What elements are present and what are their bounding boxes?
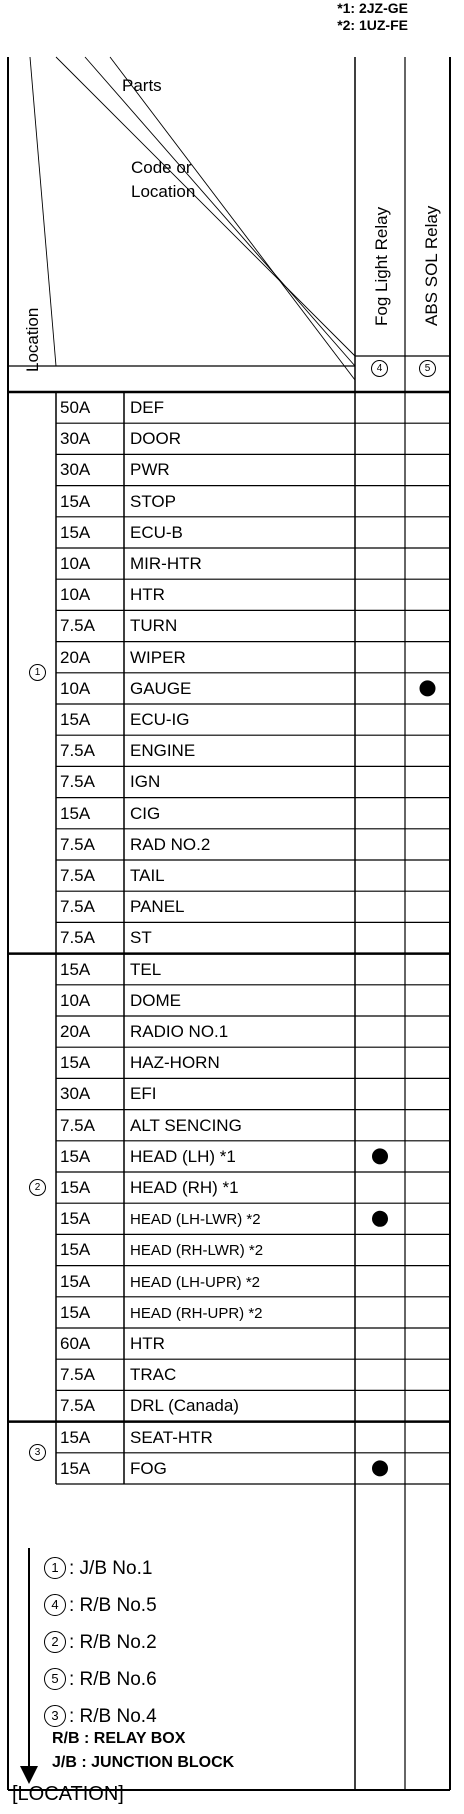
fuse-amperage: 7.5A	[60, 741, 95, 761]
fuse-amperage: 15A	[60, 1053, 91, 1073]
fuse-name: SEAT-HTR	[130, 1427, 213, 1447]
fuse-name: DRL (Canada)	[130, 1396, 239, 1416]
header-code-line1: Code or	[131, 158, 192, 177]
fuse-name: ENGINE	[130, 741, 196, 761]
fuse-name: FOG	[130, 1458, 167, 1478]
fuse-name: HEAD (LH-UPR) *2	[130, 1273, 261, 1291]
column-ref-2: 5	[419, 360, 436, 377]
fuse-amperage: 7.5A	[60, 1115, 95, 1135]
legend-text: : R/B No.5	[69, 1595, 157, 1616]
header-parts: Parts	[122, 76, 162, 95]
fuse-amperage: 30A	[60, 460, 91, 480]
fuse-amperage: 7.5A	[60, 834, 95, 854]
abbreviation-relay-box: R/B : RELAY BOX	[52, 1730, 186, 1747]
fuse-name: HAZ-HORN	[130, 1053, 220, 1073]
fuse-name: TAIL	[130, 866, 165, 885]
fuse-amperage: 10A	[60, 990, 91, 1010]
legend-ref: 5	[44, 1668, 66, 1690]
fuse-amperage: 7.5A	[60, 1365, 95, 1385]
fuse-amperage: 15A	[60, 710, 91, 729]
fuse-name: HTR	[130, 585, 165, 605]
fuse-amperage: 10A	[60, 585, 91, 605]
fuse-amperage: 10A	[60, 678, 91, 698]
fuse-amperage: 60A	[60, 1334, 91, 1353]
fuse-amperage: 15A	[60, 1302, 91, 1322]
fuse-name: HEAD (RH-UPR) *2	[130, 1304, 263, 1322]
fuse-amperage: 7.5A	[60, 1396, 95, 1416]
fuse-amperage: 20A	[60, 1022, 91, 1041]
fuse-name: DOOR	[130, 429, 181, 449]
down-arrow-icon	[14, 1548, 44, 1798]
fuse-name: HEAD (RH) *1	[130, 1178, 239, 1197]
abbreviation-junction-block: J/B : JUNCTION BLOCK	[52, 1754, 235, 1771]
footnote-1: *1: 2JZ-GE	[337, 0, 408, 16]
header-code-line2: Location	[131, 182, 196, 201]
fuse-amperage: 7.5A	[60, 928, 95, 948]
fuse-amperage: 7.5A	[60, 616, 95, 636]
location-group-3: 3	[29, 1444, 46, 1461]
fuse-amperage: 30A	[60, 1084, 91, 1104]
location-group-2: 2	[29, 1179, 46, 1196]
fuse-amperage: 15A	[60, 803, 91, 823]
fuse-amperage: 15A	[60, 959, 91, 979]
fuse-name: ECU-B	[130, 522, 183, 542]
fuse-amperage: 15A	[60, 522, 91, 542]
legend-text: : R/B No.4	[69, 1706, 157, 1727]
fuse-amperage: 15A	[60, 1427, 91, 1447]
legend-text: : J/B No.1	[69, 1558, 153, 1579]
location-group-1: 1	[29, 664, 46, 681]
fuse-name: TEL	[130, 959, 162, 979]
fuse-amperage: 15A	[60, 1146, 91, 1166]
legend-item	[44, 1631, 157, 1654]
legend-text: : R/B No.2	[69, 1632, 157, 1653]
fuse-name: STOP	[130, 491, 176, 511]
fuse-amperage: 7.5A	[60, 897, 95, 917]
fuse-amperage: 20A	[60, 647, 91, 667]
footnote-2: *2: 1UZ-FE	[337, 17, 408, 33]
fuse-amperage: 15A	[60, 1240, 91, 1260]
location-footer: [LOCATION]	[12, 1783, 124, 1805]
relay-mark-dot	[372, 1460, 388, 1476]
relay-mark-dot	[420, 680, 436, 696]
legend-ref: 4	[44, 1594, 66, 1616]
legend-item	[44, 1668, 157, 1691]
fuse-name: HTR	[130, 1334, 165, 1353]
fuse-name: CIG	[130, 803, 161, 823]
fuse-name: ECU-IG	[130, 710, 190, 729]
relay-mark-dot	[372, 1211, 388, 1227]
fuse-name: GAUGE	[130, 678, 192, 698]
fuse-name: PANEL	[130, 897, 185, 917]
fuse-amperage: 10A	[60, 554, 91, 573]
column-header-2: ABS SOL Relay	[422, 205, 441, 326]
fuse-amperage: 15A	[60, 1458, 91, 1478]
fuse-amperage: 15A	[60, 491, 91, 511]
legend-item	[44, 1594, 157, 1617]
fuse-amperage: 15A	[60, 1271, 91, 1291]
fuse-name: HEAD (RH-LWR) *2	[130, 1242, 264, 1260]
header-location: Location	[23, 307, 42, 372]
fuse-name: MIR-HTR	[130, 554, 202, 573]
legend-item	[44, 1705, 157, 1728]
fuse-name: ST	[130, 928, 152, 948]
column-ref-1: 4	[371, 360, 388, 377]
fuse-name: RAD NO.2	[130, 834, 211, 854]
fuse-name: RADIO NO.1	[130, 1022, 229, 1041]
fuse-name: TURN	[130, 616, 178, 636]
legend-ref: 3	[44, 1705, 66, 1727]
fuse-name: ALT SENCING	[130, 1115, 242, 1135]
fuse-name: IGN	[130, 772, 161, 792]
fuse-name: PWR	[130, 460, 170, 480]
fuse-amperage: 50A	[60, 398, 91, 417]
fuse-name: WIPER	[130, 647, 186, 667]
legend-item	[44, 1557, 152, 1580]
legend-text: : R/B No.6	[69, 1669, 157, 1690]
legend-ref: 2	[44, 1631, 66, 1653]
fuse-amperage: 7.5A	[60, 772, 95, 792]
relay-mark-dot	[372, 1148, 388, 1164]
legend-ref: 1	[44, 1557, 66, 1579]
fuse-amperage: 30A	[60, 429, 91, 449]
fuse-name: HEAD (LH) *1	[130, 1146, 236, 1166]
fuse-name: HEAD (LH-LWR) *2	[130, 1211, 261, 1229]
fuse-name: DEF	[130, 398, 164, 417]
column-header-1: Fog Light Relay	[372, 206, 391, 326]
fuse-name: TRAC	[130, 1365, 177, 1385]
fuse-amperage: 15A	[60, 1178, 91, 1197]
fuse-amperage: 15A	[60, 1209, 91, 1229]
fuse-name: DOME	[130, 990, 181, 1010]
fuse-amperage: 7.5A	[60, 866, 95, 885]
fuse-name: EFI	[130, 1084, 157, 1104]
